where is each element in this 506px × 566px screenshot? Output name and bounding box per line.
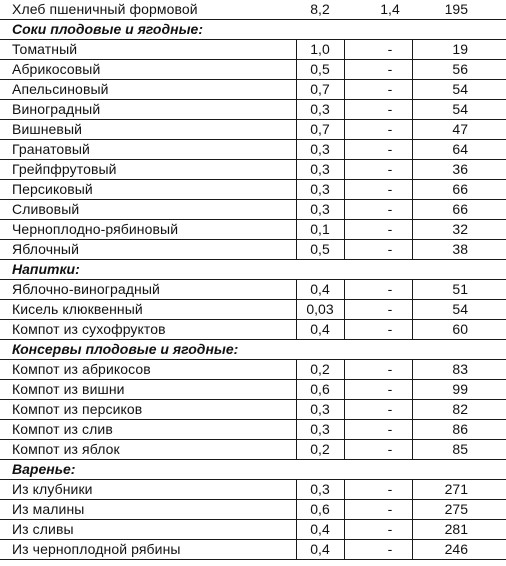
fat-value: - [344,80,412,100]
energy-value: 51 [412,280,506,300]
energy-value: 64 [412,140,506,160]
product-name: Компот из персиков [0,400,296,420]
product-name: Кисель клюквенный [0,300,296,320]
table-row [0,220,506,240]
section-title: Напитки: [0,260,506,280]
table-row [0,520,506,540]
fat-value: - [344,380,412,400]
fat-value: - [344,300,412,320]
energy-value: 86 [412,420,506,440]
fat-value: - [344,160,412,180]
protein-value: 1,0 [296,40,344,60]
product-name: Из клубники [0,480,296,500]
product-name: Компот из вишни [0,380,296,400]
table-row [0,360,506,380]
fat-value: - [344,280,412,300]
table-row [0,440,506,460]
protein-value: 0,4 [296,320,344,340]
product-name: Из сливы [0,520,296,540]
protein-value: 0,5 [296,240,344,260]
fat-value: - [344,240,412,260]
fat-value: - [344,440,412,460]
product-name: Грейпфрутовый [0,160,296,180]
product-name: Гранатовый [0,140,296,160]
fat-value: - [344,320,412,340]
table-row [0,380,506,400]
product-name: Вишневый [0,120,296,140]
protein-value: 0,3 [296,420,344,440]
table-row [0,540,506,560]
product-name: Компот из сухофруктов [0,320,296,340]
protein-value: 0,7 [296,80,344,100]
energy-value: 246 [412,540,506,560]
energy-value: 36 [412,160,506,180]
table-row [0,500,506,520]
section-header-row [0,260,506,280]
section-title: Консервы плодовые и ягодные: [0,340,506,360]
energy-value: 54 [412,80,506,100]
energy-value: 66 [412,200,506,220]
table-row [0,320,506,340]
product-name: Персиковый [0,180,296,200]
table-row [0,240,506,260]
section-title: Соки плодовые и ягодные: [0,20,506,40]
fat-value: - [344,140,412,160]
energy-value: 281 [412,520,506,540]
table-row [0,40,506,60]
table-row [0,140,506,160]
energy-value: 195 [412,0,506,20]
protein-value: 0,3 [296,140,344,160]
section-title: Варенье: [0,460,506,480]
protein-value: 0,2 [296,440,344,460]
protein-value: 0,4 [296,540,344,560]
table-row [0,280,506,300]
protein-value: 0,1 [296,220,344,240]
fat-value: - [344,220,412,240]
energy-value: 83 [412,360,506,380]
table-row [0,180,506,200]
protein-value: 0,3 [296,480,344,500]
fat-value: - [344,100,412,120]
fat-value: - [344,400,412,420]
product-name: Компот из абрикосов [0,360,296,380]
protein-value: 0,7 [296,120,344,140]
fat-value: - [344,120,412,140]
energy-value: 47 [412,120,506,140]
fat-value: - [344,420,412,440]
product-name: Из черноплодной рябины [0,540,296,560]
product-name: Виноградный [0,100,296,120]
table-row [0,300,506,320]
table-row [0,400,506,420]
protein-value: 0,3 [296,200,344,220]
product-name: Из малины [0,500,296,520]
section-header-row [0,460,506,480]
product-name: Яблочно-виноградный [0,280,296,300]
product-name: Томатный [0,40,296,60]
table-row [0,0,506,20]
protein-value: 8,2 [296,0,344,20]
product-name: Апельсиновый [0,80,296,100]
table-row [0,80,506,100]
protein-value: 0,3 [296,180,344,200]
protein-value: 0,6 [296,500,344,520]
energy-value: 38 [412,240,506,260]
protein-value: 0,3 [296,100,344,120]
energy-value: 66 [412,180,506,200]
protein-value: 0,3 [296,160,344,180]
section-header-row [0,340,506,360]
protein-value: 0,03 [296,300,344,320]
energy-value: 275 [412,500,506,520]
table-row [0,200,506,220]
energy-value: 271 [412,480,506,500]
product-name: Компот из слив [0,420,296,440]
energy-value: 56 [412,60,506,80]
product-name: Яблочный [0,240,296,260]
product-name: Сливовый [0,200,296,220]
product-name: Хлеб пшеничный формовой [0,0,296,20]
product-name: Черноплодно-рябиновый [0,220,296,240]
protein-value: 0,3 [296,400,344,420]
fat-value: - [344,180,412,200]
fat-value: - [344,500,412,520]
energy-value: 82 [412,400,506,420]
fat-value: - [344,60,412,80]
energy-value: 85 [412,440,506,460]
protein-value: 0,4 [296,280,344,300]
fat-value: 1,4 [344,0,412,20]
protein-value: 0,2 [296,360,344,380]
table-row [0,120,506,140]
fat-value: - [344,40,412,60]
energy-value: 54 [412,300,506,320]
fat-value: - [344,360,412,380]
fat-value: - [344,480,412,500]
protein-value: 0,4 [296,520,344,540]
energy-value: 54 [412,100,506,120]
table-row [0,100,506,120]
energy-value: 19 [412,40,506,60]
protein-value: 0,5 [296,60,344,80]
section-header-row [0,20,506,40]
fat-value: - [344,540,412,560]
protein-value: 0,6 [296,380,344,400]
energy-value: 99 [412,380,506,400]
table-row [0,60,506,80]
energy-value: 60 [412,320,506,340]
fat-value: - [344,520,412,540]
energy-value: 32 [412,220,506,240]
table-row [0,160,506,180]
product-name: Абрикосовый [0,60,296,80]
table-row [0,420,506,440]
table-row [0,480,506,500]
product-name: Компот из яблок [0,440,296,460]
fat-value: - [344,200,412,220]
